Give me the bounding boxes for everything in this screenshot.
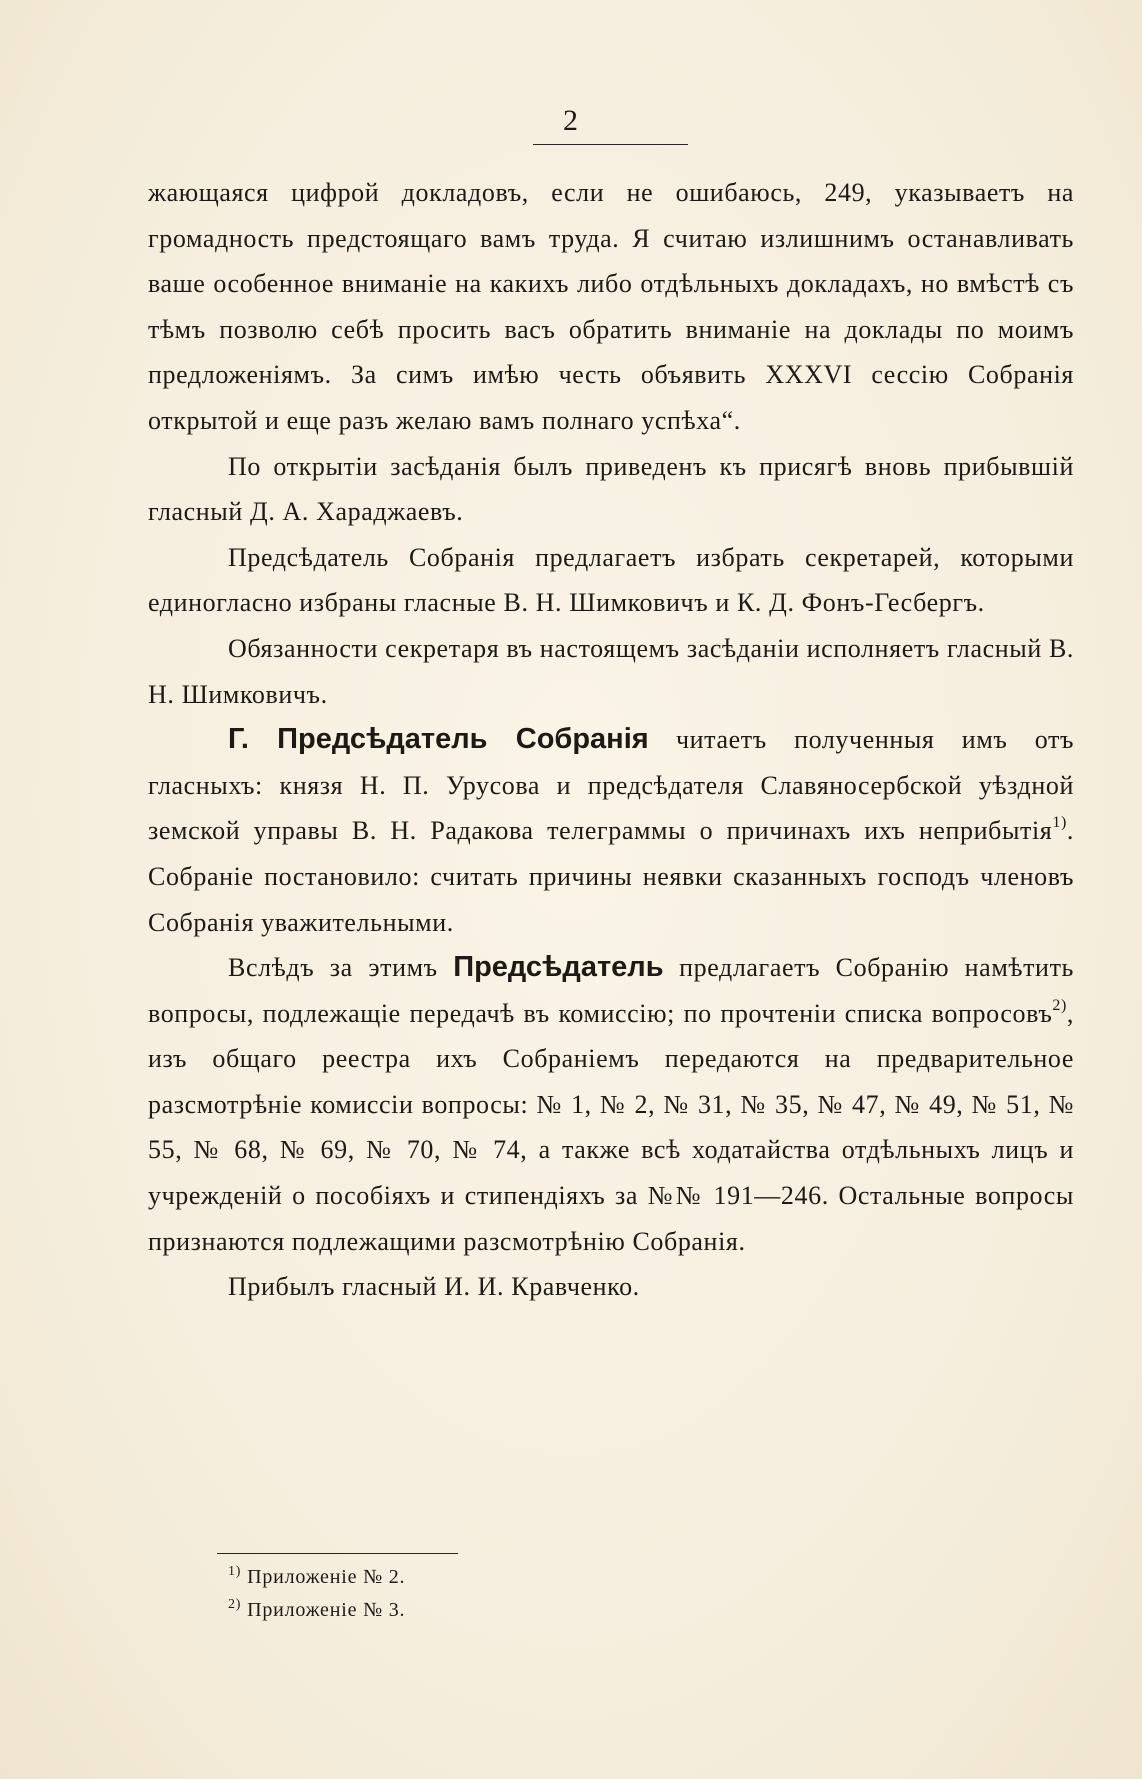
page-number: 2 (563, 104, 579, 137)
paragraph-secretaries (148, 535, 1074, 626)
paragraph-text-after: . Собраніе постановило: считать причины неявки сказанныхъ господъ членовъ Собранія уважительными. (148, 816, 1074, 937)
footnote-mark: 1) (228, 1564, 242, 1579)
paragraph-text: Вслѣдъ за этимъ (228, 953, 454, 983)
paragraph-commission (148, 945, 1074, 1264)
paragraph-text-after: , изъ общаго реестра ихъ Собраніемъ передаются на предварительное разсмотрѣніе комиссіи вопросы: № 1, № 2, № 31, № 35, № 47, № 49, № 51, № 55, № 68, № 69, № 70, № 74, а также всѣ ходатайства отдѣльныхъ лицъ и учрежденій о пособіяхъ и стипендіяхъ за №№ 191—246. Остальные вопросы признаются подлежащими разсмотрѣнію Собранія. (148, 998, 1074, 1256)
footnote-1 (228, 1561, 405, 1594)
paragraph-continuation (148, 170, 1074, 444)
paragraph-telegrams (148, 717, 1074, 945)
footnote-text: Приложеніе № 3. (247, 1599, 406, 1621)
paragraph-arrival (148, 1264, 1074, 1310)
footnote-ref-1: 1) (1052, 814, 1067, 832)
paragraph-text: жающаяся цифрой докладовъ, если не ошибаюсь, 249, указываетъ на громадность предстоящаго вамъ труда. Я считаю излишнимъ останавливать ваше особенное вниманіе на какихъ либо отдѣльныхъ докладахъ, но вмѣстѣ съ тѣмъ позволю себѣ просить васъ обратить вниманіе на доклады по моимъ предложеніямъ. За симъ имѣю честь объявить XXXVI сессію Собранія открытой и еще разъ желаю вамъ полнаго успѣха“. (148, 178, 1074, 435)
bold-heading: Г. Предсѣдатель Собранія (228, 723, 649, 756)
footnote-rule (217, 1553, 458, 1554)
paragraph-oath (148, 444, 1074, 535)
footnote-mark: 2) (228, 1597, 242, 1612)
paragraph-text: Прибылъ гласный И. И. Кравченко. (228, 1272, 640, 1302)
page-number-rule (533, 144, 688, 145)
footnote-ref-2: 2) (1052, 996, 1067, 1014)
paragraph-text: читаетъ полученныя имъ отъ гласныхъ: князя Н. П. Урусова и предсѣдателя Славяносербской уѣздной земской управы В. Н. Радакова телеграммы о причинахъ ихъ неприбытія (148, 725, 1074, 846)
bold-heading: Предсѣдатель (453, 951, 664, 984)
paragraph-text-mid: предлагаетъ Собранію намѣтить вопросы, подлежащіе передачѣ въ комиссію; по прочтеніи списка вопросовъ (148, 953, 1074, 1028)
paragraph-text: Обязанности секретаря въ настоящемъ засѣданіи исполняетъ гласный В. Н. Шимковичъ. (148, 633, 1074, 709)
footnote-text: Приложеніе № 2. (247, 1566, 406, 1588)
footnotes (228, 1561, 405, 1627)
paragraph-text: По открытіи засѣданія былъ приведенъ къ присягѣ вновь прибывшій гласный Д. А. Хараджаевъ. (148, 451, 1074, 527)
footnote-2 (228, 1594, 405, 1627)
body-text (148, 170, 1074, 1310)
paragraph-secretary-duties (148, 626, 1074, 717)
paragraph-text: Предсѣдатель Собранія предлагаетъ избрать секретарей, которыми единогласно избраны гласные В. Н. Шимковичъ и К. Д. Фонъ-Гесбергъ. (148, 542, 1074, 618)
